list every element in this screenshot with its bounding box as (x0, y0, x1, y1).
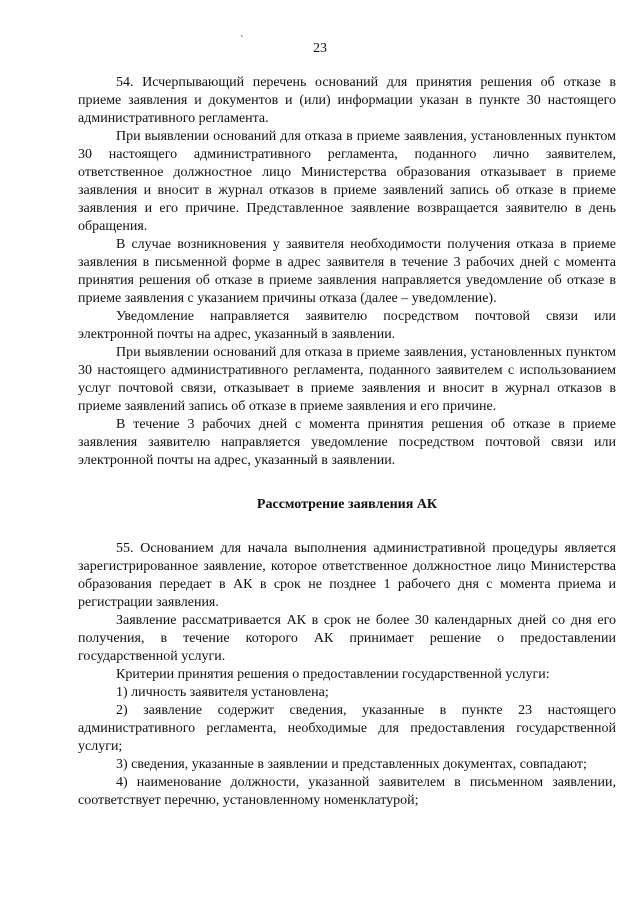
paragraph: При выявлении оснований для отказа в приеме заявления, установленных пунктом 30 настоящего административного регламента, поданного лично заявителем, ответственное должностное лицо Министерства образования отказывает в приеме заявления и вносит в журнал отказов в приеме заявлений запись об отказе в приеме заявления и его причине. Представленное заявление возвращается заявителю в день обращения. (78, 129, 616, 234)
paragraph: Уведомление направляется заявителю посредством почтовой связи или электронной почты на адрес, указанный в заявлении. (78, 309, 616, 342)
list-item: 4) наименование должности, указанной заявителем в письменном заявлении, соответствует перечню, установленному номенклатурой; (78, 775, 616, 808)
paragraph: 55. Основанием для начала выполнения административной процедуры является зарегистрированное заявление, которое ответственное должностное лицо Министерства образования передает в АК в срок не позднее 1 рабочего дня с момента приема и регистрации заявления. (78, 541, 616, 610)
paragraph: В случае возникновения у заявителя необходимости получения отказа в приеме заявления в письменной форме в адрес заявителя в течение 3 рабочих дней с момента принятия решения об отказе в приеме заявления направляется уведомление об отказе в приеме заявления с указанием причины отказа (далее – уведомление). (78, 237, 616, 306)
section-heading: Рассмотрение заявления АК (256, 497, 438, 512)
scan-mark: ` (240, 34, 244, 46)
paragraph: При выявлении оснований для отказа в приеме заявления, установленных пунктом 30 настоящего административного регламента, поданного заявителем с использованием услуг почтовой связи, отказывает в приеме заявления и вносит в журнал отказов в приеме заявлений запись об отказе в приеме заявления и его причине. (78, 345, 616, 414)
paragraph: В течение 3 рабочих дней с момента принятия решения об отказе в приеме заявления заявителю направляется уведомление посредством почтовой связи или электронной почты на адрес, указанный в заявлении. (78, 417, 616, 468)
page-number: 23 (313, 41, 327, 56)
document-body (78, 74, 616, 810)
paragraph: 54. Исчерпывающий перечень оснований для принятия решения об отказе в приеме заявления и документов и (или) информации указан в пункте 30 настоящего административного регламента. (78, 75, 616, 126)
list-item: 2) заявление содержит сведения, указанные в пункте 23 настоящего административного регламента, необходимые для предоставления государственной услуги; (78, 703, 616, 754)
list-item: 3) сведения, указанные в заявлении и представленных документах, совпадают; (116, 757, 587, 772)
paragraph: Заявление рассматривается АК в срок не более 30 календарных дней со дня его получения, в течение которого АК принимает решение о предоставлении государственной услуги. (78, 613, 616, 664)
list-item: 1) личность заявителя установлена; (116, 685, 329, 700)
paragraph: Критерии принятия решения о предоставлении государственной услуги: (116, 667, 550, 682)
